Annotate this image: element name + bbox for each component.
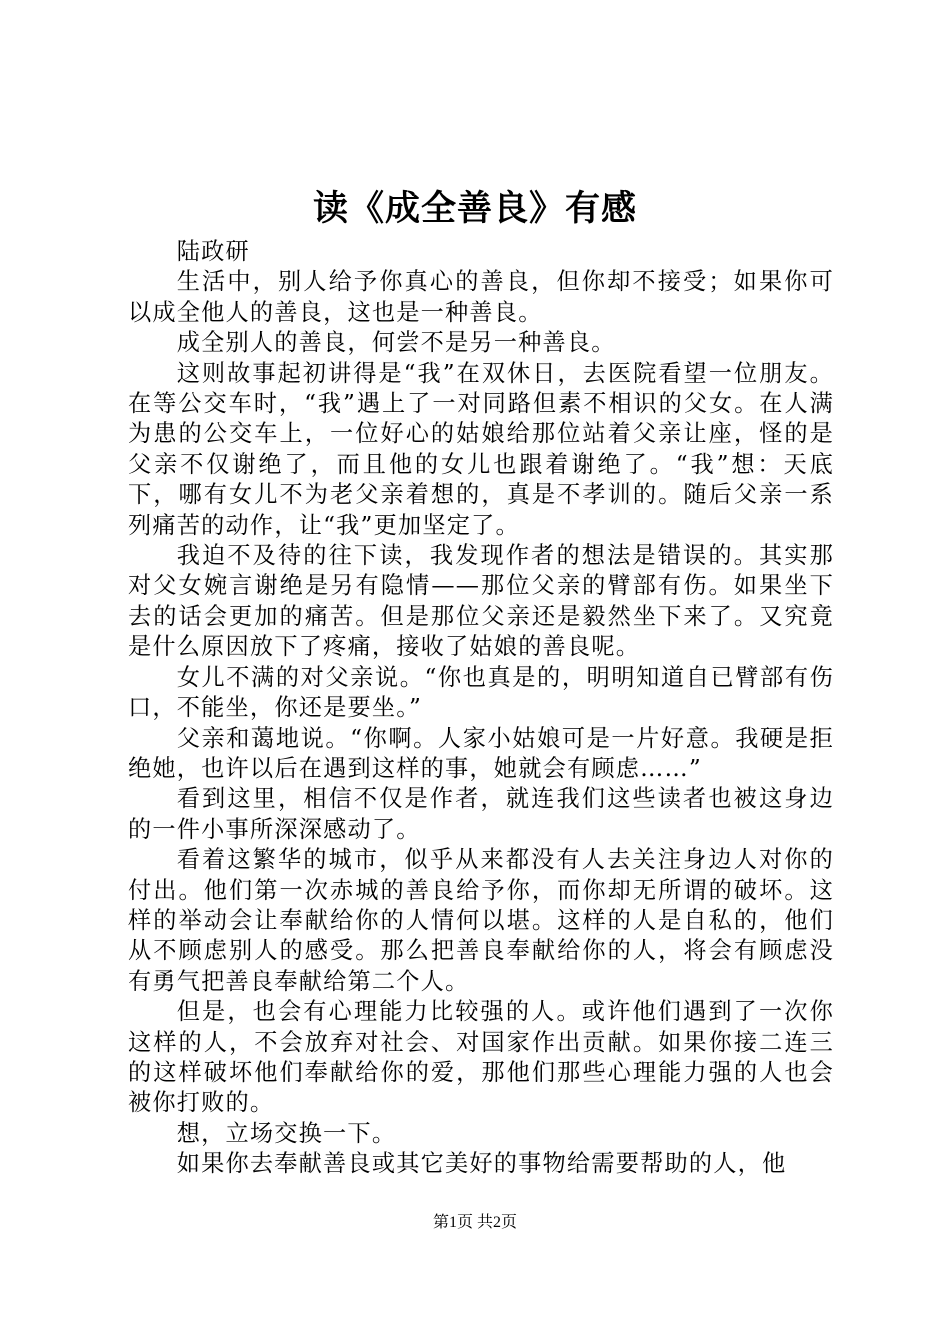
page-footer: 第1页 共2页	[432, 1214, 517, 1231]
paragraph: 看着这繁华的城市，似乎从来都没有人去关注身边人对你的付出。他们第一次赤城的善良给予你，而你却无所谓的破坏。这样的举动会让奉献给你的人情何以堪。这样的人是自私的，他们从不顾虑别人的感受。那么把善良奉献给你的人，将会有顾虑没有勇气把善良奉献给第二个人。	[128, 846, 834, 995]
paragraph: 这则故事起初讲得是“我”在双休日，去医院看望一位朋友。在等公交车时，“我”遇上了一对同路但素不相识的父女。在人满为患的公交车上，一位好心的姑娘给那位站着父亲让座，怪的是父亲不仅谢绝了，而且他的女儿也跟着谢绝了。“我”想：天底下，哪有女儿不为老父亲着想的，真是不孝训的。随后父亲一系列痛苦的动作，让“我”更加坚定了。	[128, 359, 834, 539]
paragraph: 生活中，别人给予你真心的善良，但你却不接受；如果你可以成全他人的善良，这也是一种善良。	[128, 268, 834, 326]
paragraph: 看到这里，相信不仅是作者，就连我们这些读者也被这身边的一件小事所深深感动了。	[128, 785, 834, 843]
paragraph: 成全别人的善良，何尝不是另一种善良。	[176, 329, 616, 357]
author-line: 陆政研	[176, 238, 250, 265]
document-title: 读《成全善良》有感	[312, 189, 637, 229]
paragraph: 如果你去奉献善良或其它美好的事物给需要帮助的人，他	[176, 1150, 787, 1178]
paragraph: 我迫不及待的往下读，我发现作者的想法是错误的。其实那对父女婉言谢绝是另有隐情——那位父亲的臂部有伤。如果坐下去的话会更加的痛苦。但是那位父亲还是毅然坐下来了。又究竟是什么原因放下了疼痛，接收了姑娘的善良呢。	[128, 542, 834, 661]
paragraph: 想，立场交换一下。	[176, 1119, 397, 1147]
paragraph: 父亲和蔼地说。“你啊。人家小姑娘可是一片好意。我硬是拒绝她，也许以后在遇到这样的事，她就会有顾虑……”	[128, 724, 834, 782]
document-body	[128, 237, 834, 1180]
paragraph: 女儿不满的对父亲说。“你也真是的，明明知道自已臂部有伤口，不能坐，你还是要坐。”	[128, 663, 834, 722]
paragraph: 但是，也会有心理能力比较强的人。或许他们遇到了一次你这样的人，不会放弃对社会、对国家作出贡献。如果你接二连三的这样破坏他们奉献给你的爱，那他们那些心理能力强的人也会被你打败的。	[128, 998, 834, 1117]
